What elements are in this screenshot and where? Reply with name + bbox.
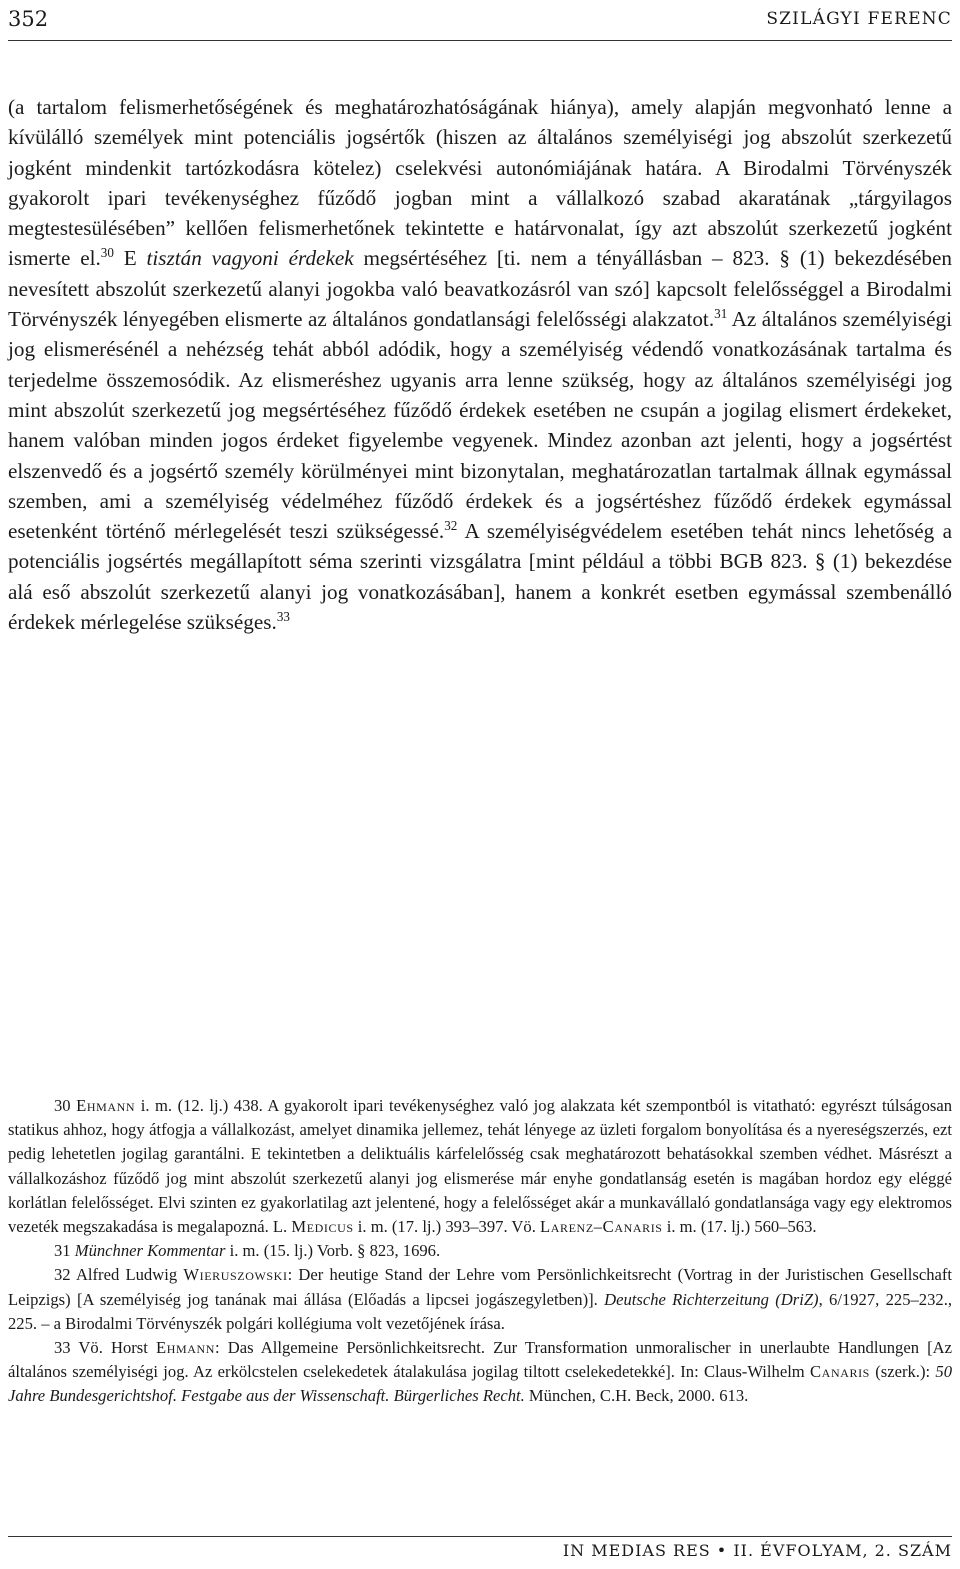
footnote-text: Alfred Ludwig: [75, 1265, 184, 1285]
footnote-text: i. m. (17. lj.) 393–397. Vö.: [353, 1217, 541, 1237]
body-text-segment: Az általános személyiségi jog elismerésénél a nehézség tehát abból adódik, hogy a személyiség védendő vonatkozásának tartalma és terjedelme összemosódik. Az elismeréshez ugyanis arra lenne szükség, hogy az általános személyiségi jog mint abszolút szerkezetű jog megsértéséhez fűződő érdekek esetében ne csupán a jogilag elismert érdekeket, hanem valóban minden jogos érdeket figyelembe vegyenek. Mindez azonban azt jelenti, hogy a jogsértést elszenvedő és a jogsértő személy körülményei mint bizonytalan, meghatározatlan tartalmak állnak egymással szemben, ami a személyiség védelméhez fűződő érdekek és a jogsértéshez fűződő érdekek egymással esetenként történő mérlegelését teszi szükségessé.: [8, 307, 952, 544]
body-text-segment: megsértéséhez [ti. nem a tényállásban – 823. § (1) bekezdésében nevesített abszolút szerkezetű alanyi jogokba való beavatkozásról van szó] kapcsolt felelősséggel a Birodalmi Törvényszék lényegében elismerte az általános gondatlansági felelősségi alakzatot.: [8, 246, 952, 332]
footnote-ref-31: 31: [714, 306, 728, 322]
body-text-segment: E: [113, 246, 147, 271]
footnote-text: i. m. (17. lj.) 560–563.: [662, 1217, 817, 1237]
body-paragraph: [8, 92, 952, 637]
footnote-number: 33: [54, 1338, 71, 1358]
author-name: Wieruszowski: [183, 1265, 288, 1285]
footnote-33: [8, 1336, 952, 1409]
body-text-segment: (a tartalom felismerhetőségének és meghatározhatóságának hiánya), amely alapján megvonható lenne a kívülálló személyek mint potenciális jogsértők (hiszen az általános személyiségi jog abszolút szerkezetű jogként mindenkit tartózkodásra kötelez) cselekvési autonómiájának határa. A Birodalmi Törvényszék gyakorolt ipari tevékenységhez fűződő jogban mint a vállalkozó szabad akaratának „tárgyilagos megtestesülésében” kellően felismerhetőnek tekintette e határvonalat, így azt abszolút szerkezetű jogként ismerte el.: [8, 95, 952, 271]
footnotes: [8, 1094, 952, 1409]
footnote-31: [8, 1239, 952, 1263]
author-name: Ehmann: [155, 1338, 216, 1358]
footer-rule: [8, 1536, 952, 1537]
author-name: Larenz–Canaris: [540, 1217, 663, 1237]
italic-title: Deutsche Richterzeitung (DriZ): [604, 1289, 819, 1309]
author-name: Ehmann: [76, 1096, 136, 1115]
footnote-number: 32: [54, 1265, 71, 1285]
italic-title: Münchner Kommentar: [74, 1241, 226, 1261]
page-number: 352: [8, 7, 49, 31]
footnote-text: : Der heutige Stand der Lehre vom Persönlichkeitsrecht (Vortrag in der Juristischen Gesellschaft Leipzigs) [A személyiség jog tanának mai állása (Előadás a lipcsei jogászegyletben)].: [8, 1265, 953, 1309]
running-head: SZILÁGYI FERENC: [766, 9, 952, 29]
footnote-text: (szerk.):: [869, 1362, 936, 1382]
footnote-32: [8, 1263, 952, 1336]
footnote-number: 30: [54, 1096, 71, 1115]
journal-footer: IN MEDIAS RES • II. ÉVFOLYAM, 2. SZÁM: [562, 1541, 952, 1560]
footnote-text: i. m. (15. lj.) Vorb. § 823, 1696.: [225, 1241, 441, 1261]
footnote-ref-32: 32: [444, 518, 458, 534]
page-header: [8, 2, 952, 36]
footnote-number: 31: [54, 1241, 71, 1261]
author-name: Canaris: [810, 1362, 870, 1382]
footnote-30: [8, 1094, 952, 1239]
header-rule: [8, 40, 952, 41]
footnote-ref-30: 30: [100, 245, 114, 261]
footnote-text: i. m. (12. lj.) 438. A gyakorolt ipari tevékenységhez való jog alakzata két szempontból is vitatható: egyrészt túlságosan statikus ahhoz, hogy átfogja a vállalkozást, amelyet dinamika jellemez, tehát lényege az üzleti forgalom bonyolítása és a nyereségszerzés, ezt pedig lehetetlen jogilag garantálni. E tekintetben a deliktuális kárfelelősség csak meghatározott behatásokkal szemben védhet. Másrészt a vállalkozáshoz fűződő jog mint abszolút szerkezetű alanyi jog elismerése már enyhe gondatlanság esetén is magában hordoz egy eléggé korlátlan felelősséget. Elvi szinten ez gyakorlatilag azt jelentené, hogy a felelősséget akár a munkavállaló gondatlansága vagy egy elektromos vezeték megszakadása is megalapozná. L.: [8, 1096, 952, 1237]
italic-term: tisztán vagyoni érdekek: [146, 246, 354, 271]
footnote-text: , 6/1927, 225–232., 225. – a Birodalmi Törvényszék polgári kollégiuma volt vezetőjének írása.: [8, 1289, 952, 1333]
footnote-text: München, C.H. Beck, 2000. 613.: [524, 1386, 749, 1406]
body-text-segment: A személyiségvédelem esetében tehát nincs lehetőség a potenciális jogsértés megállapított séma szerinti vizsgálatra [mint például a többi BGB 823. § (1) bekezdése alá eső abszolút szerkezetű alanyi jog vonatkozásában], hanem a konkrét esetben egymással szembenálló érdekek mérlegelése szükséges.: [8, 519, 952, 635]
footnote-ref-33: 33: [276, 608, 290, 624]
italic-title: 50 Jahre Bundesgerichtshof. Festgabe aus der Wissenschaft. Bürgerliches Recht.: [8, 1362, 952, 1406]
footnote-text: Vö. Horst: [78, 1338, 156, 1358]
footnote-text: : Das Allgemeine Persönlichkeitsrecht. Zur Transformation unmoralischer in unerlaubte Handlungen [Az általános személyiségi jog. Az erkölcstelen cselekedetek átalakulása jogilag tiltott cselekedetekké]. In: Claus-Wilhelm: [8, 1338, 952, 1382]
author-name: Medicus: [291, 1217, 354, 1237]
